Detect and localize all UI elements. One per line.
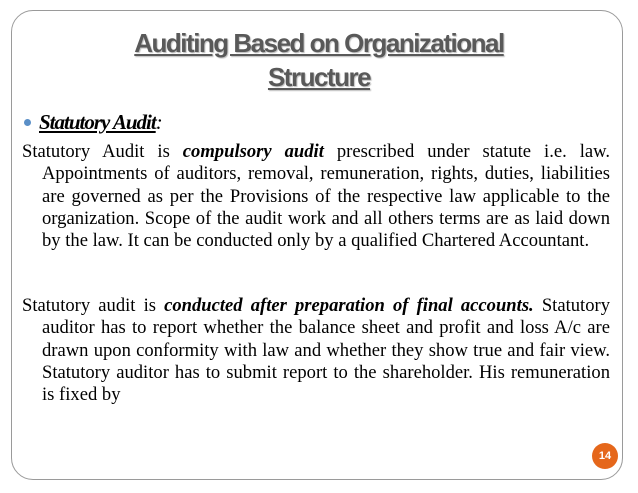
title-line-1: Auditing Based on Organizational: [134, 28, 504, 58]
title-line-2: Structure: [267, 62, 371, 92]
bullet-dot-icon: [24, 119, 31, 126]
bullet-colon: :: [155, 110, 163, 134]
paragraph1-pre: Statutory Audit is: [22, 141, 183, 162]
paragraph-compulsory-audit: [22, 141, 610, 252]
paragraph-final-accounts: [22, 295, 610, 406]
paragraph2-post: Statutory auditor has to report whether the balance sheet and profit and loss A/c are drawn upon conformity with law and whether they show true and fair view. Statutory auditor has to submit report to the shareholder. His remuneration is fixed by: [42, 295, 610, 406]
slide-title: [0, 26, 638, 94]
page-number-badge: 14: [592, 443, 618, 469]
paragraph2-emphasis: conducted after preparation of final accounts.: [164, 295, 534, 316]
bullet-statutory-audit: [24, 110, 163, 134]
paragraph1-emphasis: compulsory audit: [182, 141, 324, 162]
paragraph2-pre: Statutory audit is: [22, 295, 165, 316]
bullet-heading: Statutory Audit: [39, 110, 156, 134]
paragraph1-post: prescribed under statute i.e. law. Appointments of auditors, removal, remuneration, rights, duties, liabilities are governed as per the Provisions of the respective law applicable to the organization. Scope of the audit work and all others terms are as laid down by the law. It can be conducted only by a qualified Chartered Accountant.: [42, 141, 610, 252]
